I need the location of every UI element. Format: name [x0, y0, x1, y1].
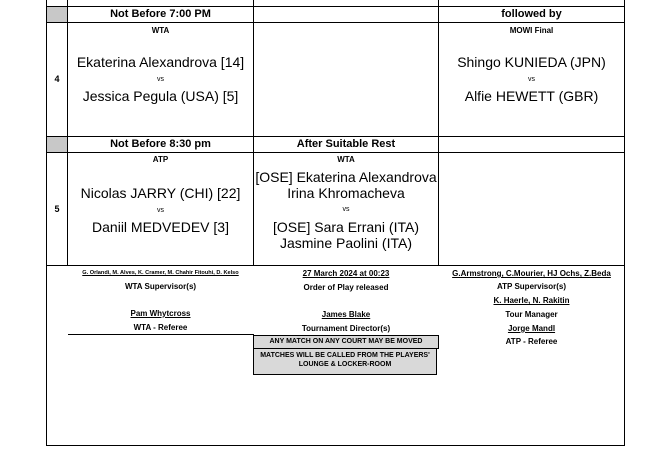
slot-time-header: Not Before 8:30 pm	[110, 138, 211, 150]
row-line	[46, 6, 625, 7]
wta-referee-name: Pam Whytcross	[130, 309, 191, 318]
tour-manager-role: Tour Manager	[505, 310, 558, 319]
header-shade	[47, 7, 67, 22]
player-name: [OSE] Sara Errani (ITA)	[273, 219, 419, 235]
release-label: Order of Play released	[303, 283, 389, 292]
tournament-director-name: James Blake	[321, 310, 371, 319]
versus-label: vs	[342, 206, 350, 213]
slot-time-header: followed by	[501, 8, 562, 20]
row-line	[46, 152, 625, 153]
sheet-right-border	[624, 0, 625, 446]
row-line	[46, 265, 625, 266]
slot-divider-2	[438, 0, 439, 265]
sheet-bottom-border	[46, 445, 625, 446]
player-name: Jessica Pegula (USA) [5]	[82, 88, 239, 104]
wta-supervisors-role: WTA Supervisor(s)	[124, 282, 197, 291]
row-line	[46, 22, 625, 23]
versus-label: vs	[157, 76, 164, 83]
versus-label: vs	[157, 207, 164, 214]
atp-referee-role: ATP - Referee	[505, 337, 558, 346]
player-name: Jasmine Paolini (ITA)	[279, 235, 412, 251]
player-name: Daniil MEDVEDEV [3]	[92, 219, 229, 235]
tour-manager-names: K. Haerle, N. Rakitin	[493, 296, 570, 305]
atp-referee-name: Jorge Mandl	[507, 324, 556, 333]
court-number: 4	[54, 74, 60, 84]
player-name: Nicolas JARRY (CHI) [22]	[80, 185, 241, 201]
match-moved-notice: ANY MATCH ON ANY COURT MAY BE MOVED	[253, 335, 439, 349]
event-label: MOWI Final	[509, 26, 554, 35]
court-number: 5	[54, 204, 60, 214]
player-name: Alfie HEWETT (GBR)	[464, 88, 599, 104]
atp-supervisors-role: ATP Supervisor(s)	[496, 282, 567, 291]
player-name: Ekaterina Alexandrova [14]	[76, 54, 245, 70]
event-label: WTA	[151, 26, 170, 35]
signature-line	[68, 334, 254, 335]
player-name: Shingo KUNIEDA (JPN)	[457, 54, 606, 70]
release-timestamp: 27 March 2024 at 00:23	[302, 269, 390, 278]
event-label: WTA	[337, 155, 355, 164]
header-shade	[47, 137, 67, 152]
players-lounge-notice: MATCHES WILL BE CALLED FROM THE PLAYERS' LOUNGE & LOCKER-ROOM	[253, 348, 437, 375]
event-label: ATP	[152, 155, 169, 164]
player-name: [OSE] Ekaterina Alexandrova	[255, 169, 437, 185]
wta-referee-role: WTA - Referee	[133, 323, 188, 332]
versus-label: vs	[528, 76, 535, 83]
wta-supervisors: G. Orlandi, M. Alves, K. Cramer, M. Chahir Fitouhi, D. Kelso	[82, 270, 239, 276]
player-name: Irina Khromacheva	[287, 185, 405, 201]
atp-supervisors: G.Armstrong, C.Mourier, HJ Ochs, Z.Beda	[452, 269, 611, 278]
slot-time-header: Not Before 7:00 PM	[110, 8, 211, 20]
row-line	[46, 136, 625, 137]
slot-time-header: After Suitable Rest	[296, 138, 396, 150]
tournament-director-role: Tournament Director(s)	[301, 324, 391, 333]
sheet-left-border	[46, 0, 47, 446]
